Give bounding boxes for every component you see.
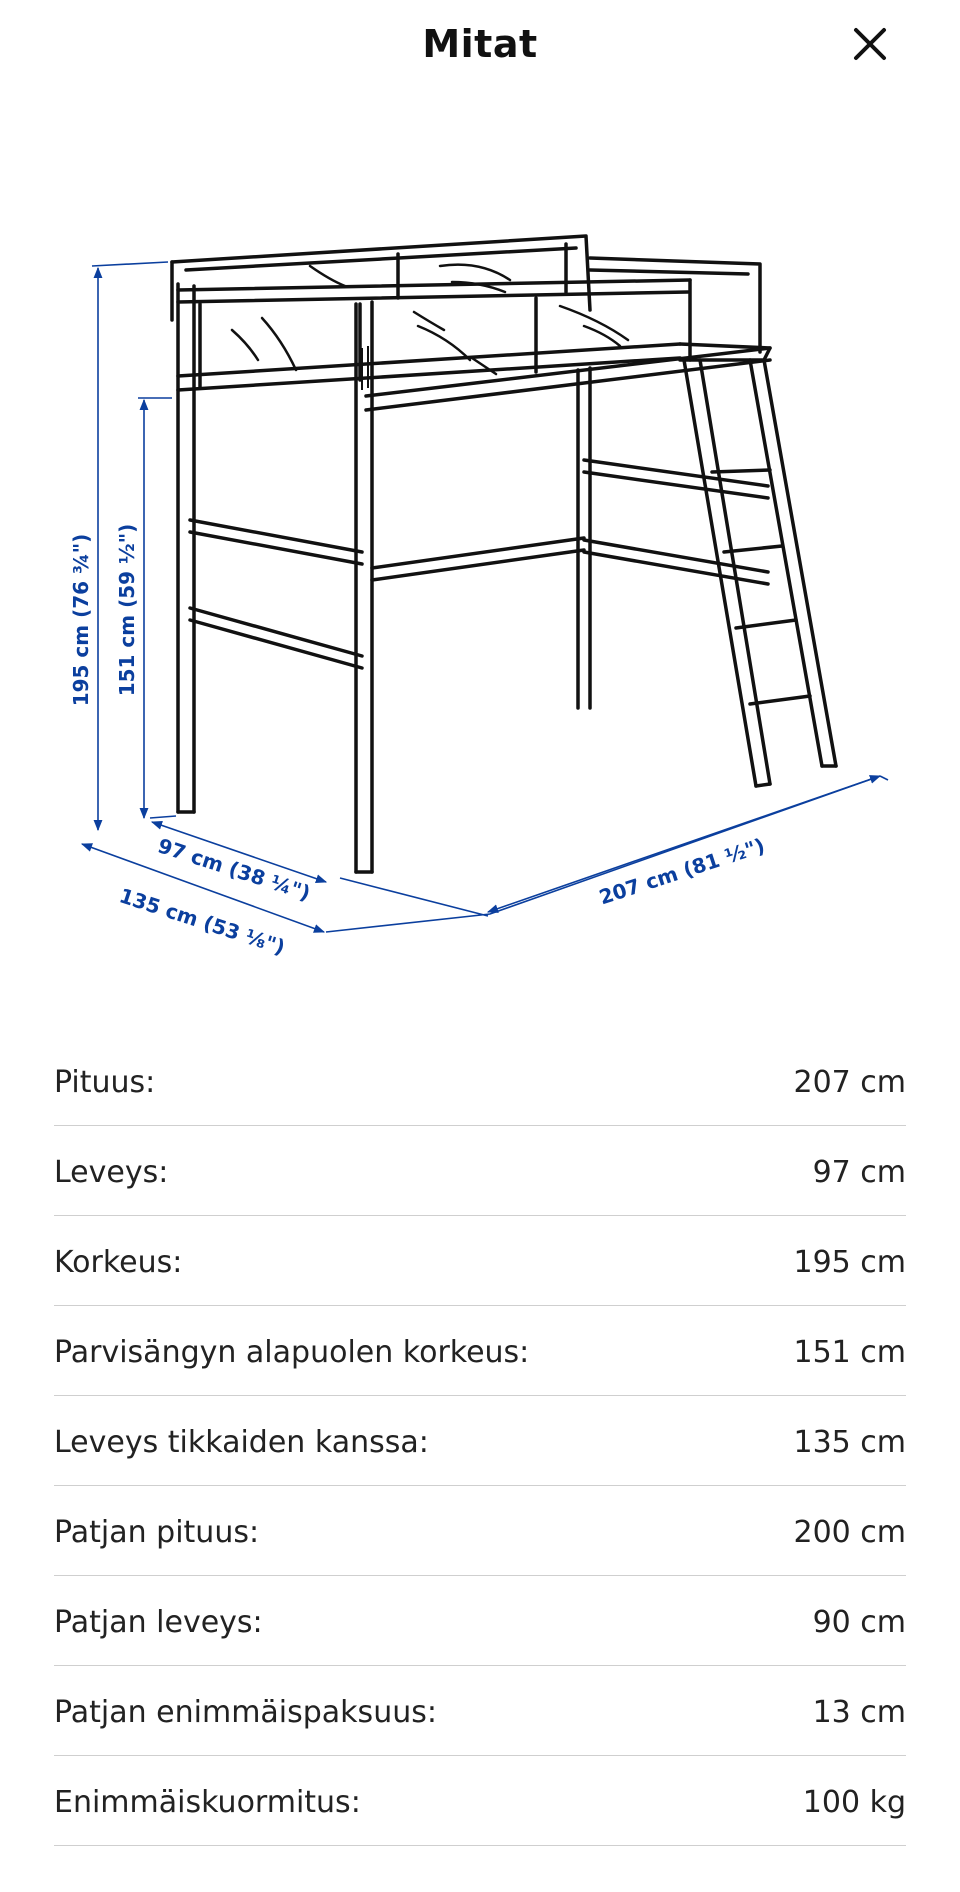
spec-value: 135 cm [793, 1425, 906, 1460]
spec-label: Korkeus: [54, 1245, 183, 1280]
dimension-lines [82, 262, 888, 932]
spec-row-length [54, 1036, 906, 1126]
close-icon [848, 22, 892, 66]
loft-bed-dimension-diagram [0, 200, 960, 1000]
spec-row-width [54, 1126, 906, 1216]
bed-slats [356, 346, 368, 392]
page-title: Mitat [422, 22, 538, 66]
spec-row-under-bed-height [54, 1306, 906, 1396]
spec-value: 200 cm [793, 1515, 906, 1550]
spec-label: Parvisängyn alapuolen korkeus: [54, 1335, 530, 1370]
spec-value: 100 kg [802, 1785, 906, 1820]
spec-row-max-load [54, 1756, 906, 1846]
spec-label: Enimmäiskuormitus: [54, 1785, 361, 1820]
spec-label: Patjan leveys: [54, 1605, 263, 1640]
spec-value: 97 cm [812, 1155, 906, 1190]
spec-value: 151 cm [793, 1335, 906, 1370]
close-button[interactable] [848, 22, 892, 66]
spec-label: Leveys tikkaiden kanssa: [54, 1425, 429, 1460]
spec-value: 13 cm [812, 1695, 906, 1730]
spec-row-width-with-ladder [54, 1396, 906, 1486]
spec-row-height [54, 1216, 906, 1306]
spec-value: 207 cm [793, 1065, 906, 1100]
width-ladder-label: 135 cm (53 ⅛") [116, 883, 288, 960]
spec-row-mattress-width [54, 1576, 906, 1666]
spec-value: 90 cm [812, 1605, 906, 1640]
spec-label: Patjan pituus: [54, 1515, 260, 1550]
width-label: 97 cm (38 ¼") [155, 833, 314, 906]
bed-illustration [0, 200, 960, 1000]
spec-row-mattress-thickness [54, 1666, 906, 1756]
height-under-label: 151 cm (59 ½") [115, 523, 139, 697]
spec-label: Patjan enimmäispaksuus: [54, 1695, 437, 1730]
spec-label: Pituus: [54, 1065, 156, 1100]
spec-row-mattress-length [54, 1486, 906, 1576]
length-label: 207 cm (81 ½") [596, 833, 768, 910]
spec-label: Leveys: [54, 1155, 169, 1190]
dimension-spec-list [54, 1036, 906, 1846]
height-total-label: 195 cm (76 ¾") [69, 533, 93, 707]
dialog-header [0, 0, 960, 96]
spec-value: 195 cm [793, 1245, 906, 1280]
